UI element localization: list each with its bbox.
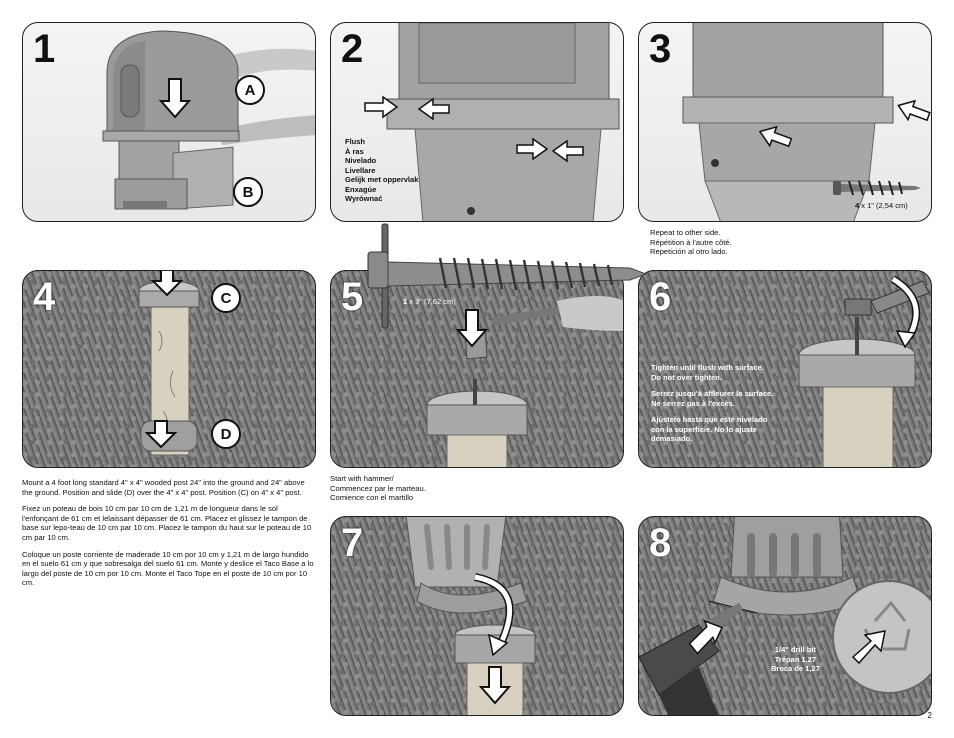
- repeat-line: Repetición al otro lado.: [650, 247, 728, 257]
- screw-size-3: [855, 201, 908, 211]
- flush-label: Gelijk met oppervlak: [345, 175, 419, 184]
- callout-a: A: [235, 75, 265, 105]
- flush-label: À ras: [345, 146, 364, 156]
- repeat-caption: [650, 228, 732, 257]
- drill-illustration: [639, 517, 932, 716]
- instruction-es: Coloque un poste corriente de maderade 10 cm por 10 cm y 1,21 m de largo hundido en el suelo 61 cm y que sobresalga del suelo 61 cm. Monte y deslice el Taco Base a lo largo del poste de 10 cm por 10 cm. Monte el Taco Tope en el poste de 10 cm por 10 cm.: [22, 549, 314, 588]
- tighten-fr: [651, 389, 801, 408]
- flush-label: Nivelado: [345, 156, 377, 165]
- slide-mailbox-illustration: [331, 517, 624, 716]
- step-1-number: 1: [33, 27, 56, 71]
- screw-qty-5: 1: [403, 297, 408, 306]
- step-4-number: 4: [33, 275, 56, 319]
- side-screw-illustration: [639, 23, 932, 222]
- step-7-panel: [330, 516, 624, 716]
- mailbox-illustration: [23, 23, 316, 222]
- step-8-number: 8: [649, 521, 672, 565]
- hammer-illustration: [331, 271, 624, 468]
- step-3-panel: [638, 22, 932, 222]
- tighten-es: [651, 415, 801, 444]
- tighten-line: Ne serrez pas à l'excès.: [651, 398, 735, 408]
- hammer-caption: [330, 474, 426, 503]
- step-5-number: 5: [341, 275, 364, 319]
- hammer-line: Commencez par le marteau.: [330, 483, 426, 493]
- tighten-line: Serrez jusqu'à affleurer la surface.: [651, 389, 774, 398]
- step-7-number: 7: [341, 521, 364, 565]
- hammer-line: Comience con el martillo: [330, 493, 414, 503]
- flush-label: Enxagúe: [345, 184, 377, 194]
- drill-bit-line: Broca de 1,27: [771, 664, 820, 673]
- flush-label: Wyrównać: [345, 194, 383, 203]
- tighten-line: Tighten until flush with surface.: [651, 363, 764, 372]
- step-2-number: 2: [341, 27, 364, 71]
- tighten-text: [651, 363, 801, 451]
- tighten-line: Ajústelo hasta que esté nivelado: [651, 415, 768, 424]
- post-illustration: [23, 271, 316, 468]
- callout-b: B: [233, 177, 263, 207]
- flush-label: Livellare: [345, 165, 376, 175]
- screw-qty-3: 4: [855, 201, 860, 210]
- tighten-en: [651, 363, 801, 382]
- callout-c: C: [211, 283, 241, 313]
- page-number: 2: [927, 711, 932, 720]
- step-2-panel: [330, 22, 624, 222]
- screw-size-5: [403, 297, 456, 307]
- drill-bit-line: Trépan 1,27: [774, 654, 817, 664]
- step-8-panel: [638, 516, 932, 716]
- step-6-panel: [638, 270, 932, 468]
- screw-dimension-5: x 3" (7,62 cm): [409, 297, 456, 306]
- step-4-instructions: [22, 478, 314, 595]
- repeat-line: Repeat to other side.: [650, 228, 721, 237]
- repeat-line: Répétition à l'autre côté.: [650, 237, 732, 247]
- step-5-panel: [330, 270, 624, 468]
- tighten-line: demasiado.: [651, 434, 693, 443]
- drill-bit-text: [771, 645, 820, 674]
- instruction-fr: Fixez un poteau de bois 10 cm par 10 cm de 1,21 m de longueur dans le sol l'enfonçant de 61 cm et lelaissant dépasser de 61 cm. Placez et glissez le tampon de base sur lepo-teau de 10 cm par 10 cm. Placez le tampon du haut sur le poteau de 10 cm par 10 cm.: [22, 504, 312, 542]
- callout-d: D: [211, 419, 241, 449]
- screw-dimension-3: x 1" (2,54 cm): [861, 201, 908, 210]
- step-3-number: 3: [649, 27, 672, 71]
- step-1-panel: [22, 22, 316, 222]
- flush-labels: [345, 137, 418, 204]
- step-6-number: 6: [649, 275, 672, 319]
- hammer-line: Start with hammer/: [330, 474, 394, 483]
- tighten-line: Do not over tighten.: [651, 372, 722, 382]
- tighten-line: con la superficie. No lo ajuste: [651, 424, 757, 434]
- flush-label: Flush: [345, 137, 365, 146]
- instruction-en: Mount a 4 foot long standard 4" x 4" wooded post 24" into the ground and 24" above the ground. Position and slide (D) over the 4" x 4" post. Position (C) on 4" x 4" post.: [22, 478, 305, 497]
- drill-bit-line: 1/4" drill bit: [774, 645, 816, 654]
- step-4-panel: [22, 270, 316, 468]
